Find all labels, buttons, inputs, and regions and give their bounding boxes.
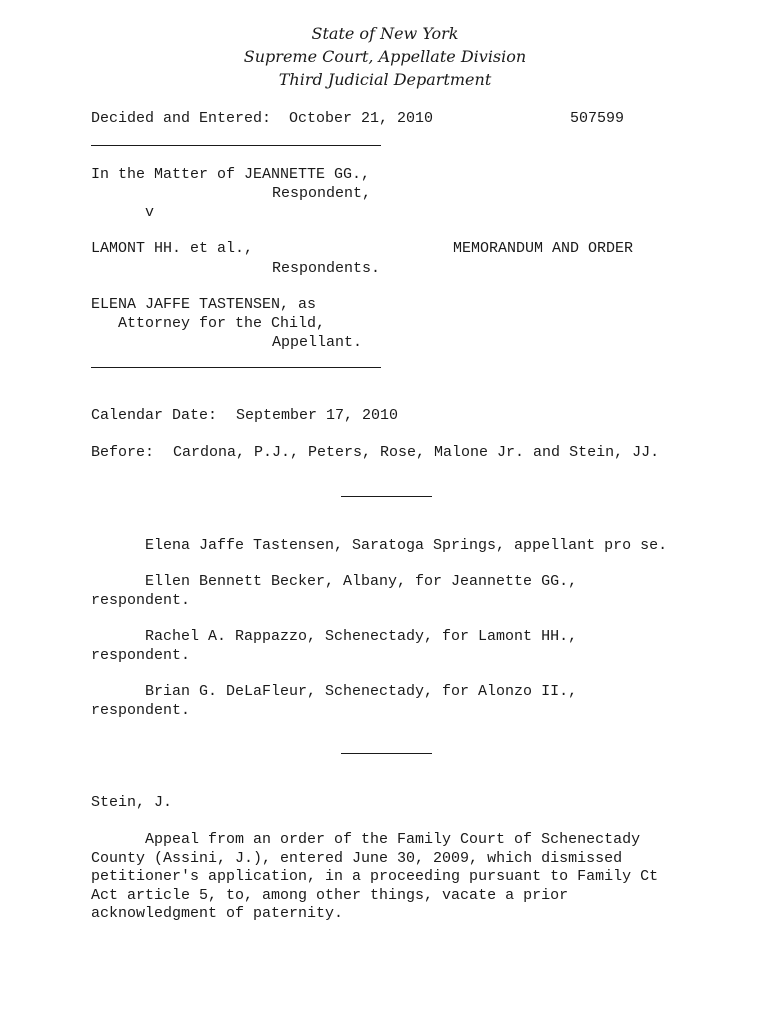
counsel-line: Ellen Bennett Becker, Albany, for Jeannette GG., <box>145 573 578 590</box>
decided-date: October 21, 2010 <box>289 110 434 127</box>
calendar-date: September 17, 2010 <box>236 407 399 424</box>
court-name: Supreme Court, Appellate Division <box>243 47 527 66</box>
before-label: Before: <box>91 444 155 461</box>
caption-elena: ELENA JAFFE TASTENSEN, as <box>91 296 317 313</box>
caption-attorney-for-child: Attorney for the Child, <box>118 315 326 332</box>
caption-top-rule <box>91 145 381 146</box>
court-department: Third Judicial Department <box>278 70 492 89</box>
opinion-author: Stein, J. <box>91 794 173 811</box>
caption-appellant: Appellant. <box>272 334 363 351</box>
caption-lamont: LAMONT HH. et al., <box>91 240 254 257</box>
caption-respondent: Respondent, <box>272 185 372 202</box>
counsel-line-cont: respondent. <box>91 702 191 719</box>
separator-rule <box>341 753 432 754</box>
caption-matter: In the Matter of JEANNETTE GG., <box>91 166 371 183</box>
caption-respondents: Respondents. <box>272 260 381 277</box>
separator-rule <box>341 496 432 497</box>
court-state: State of New York <box>311 24 459 43</box>
docket-number: 507599 <box>570 110 625 127</box>
opinion-line: Act article 5, to, among other things, vacate a prior <box>91 887 569 904</box>
caption-bottom-rule <box>91 367 381 368</box>
counsel-line: Rachel A. Rappazzo, Schenectady, for Lamont HH., <box>145 628 578 645</box>
counsel-line-cont: respondent. <box>91 647 191 664</box>
decided-label: Decided and Entered: <box>91 110 272 127</box>
before-judges: Cardona, P.J., Peters, Rose, Malone Jr. and Stein, JJ. <box>173 444 660 461</box>
memorandum-title: MEMORANDUM AND ORDER <box>453 240 634 257</box>
counsel-appellant: Elena Jaffe Tastensen, Saratoga Springs, appellant pro se. <box>145 537 668 554</box>
opinion-line: acknowledgment of paternity. <box>91 905 344 922</box>
court-heading <box>0 22 770 91</box>
opinion-line: Appeal from an order of the Family Court of Schenectady <box>145 831 641 848</box>
calendar-label: Calendar Date: <box>91 407 218 424</box>
counsel-line-cont: respondent. <box>91 592 191 609</box>
opinion-line: County (Assini, J.), entered June 30, 2009, which dismissed <box>91 850 623 867</box>
opinion-line: petitioner's application, in a proceeding pursuant to Family Ct <box>91 868 659 885</box>
caption-versus: v <box>145 204 155 221</box>
counsel-line: Brian G. DeLaFleur, Schenectady, for Alonzo II., <box>145 683 578 700</box>
